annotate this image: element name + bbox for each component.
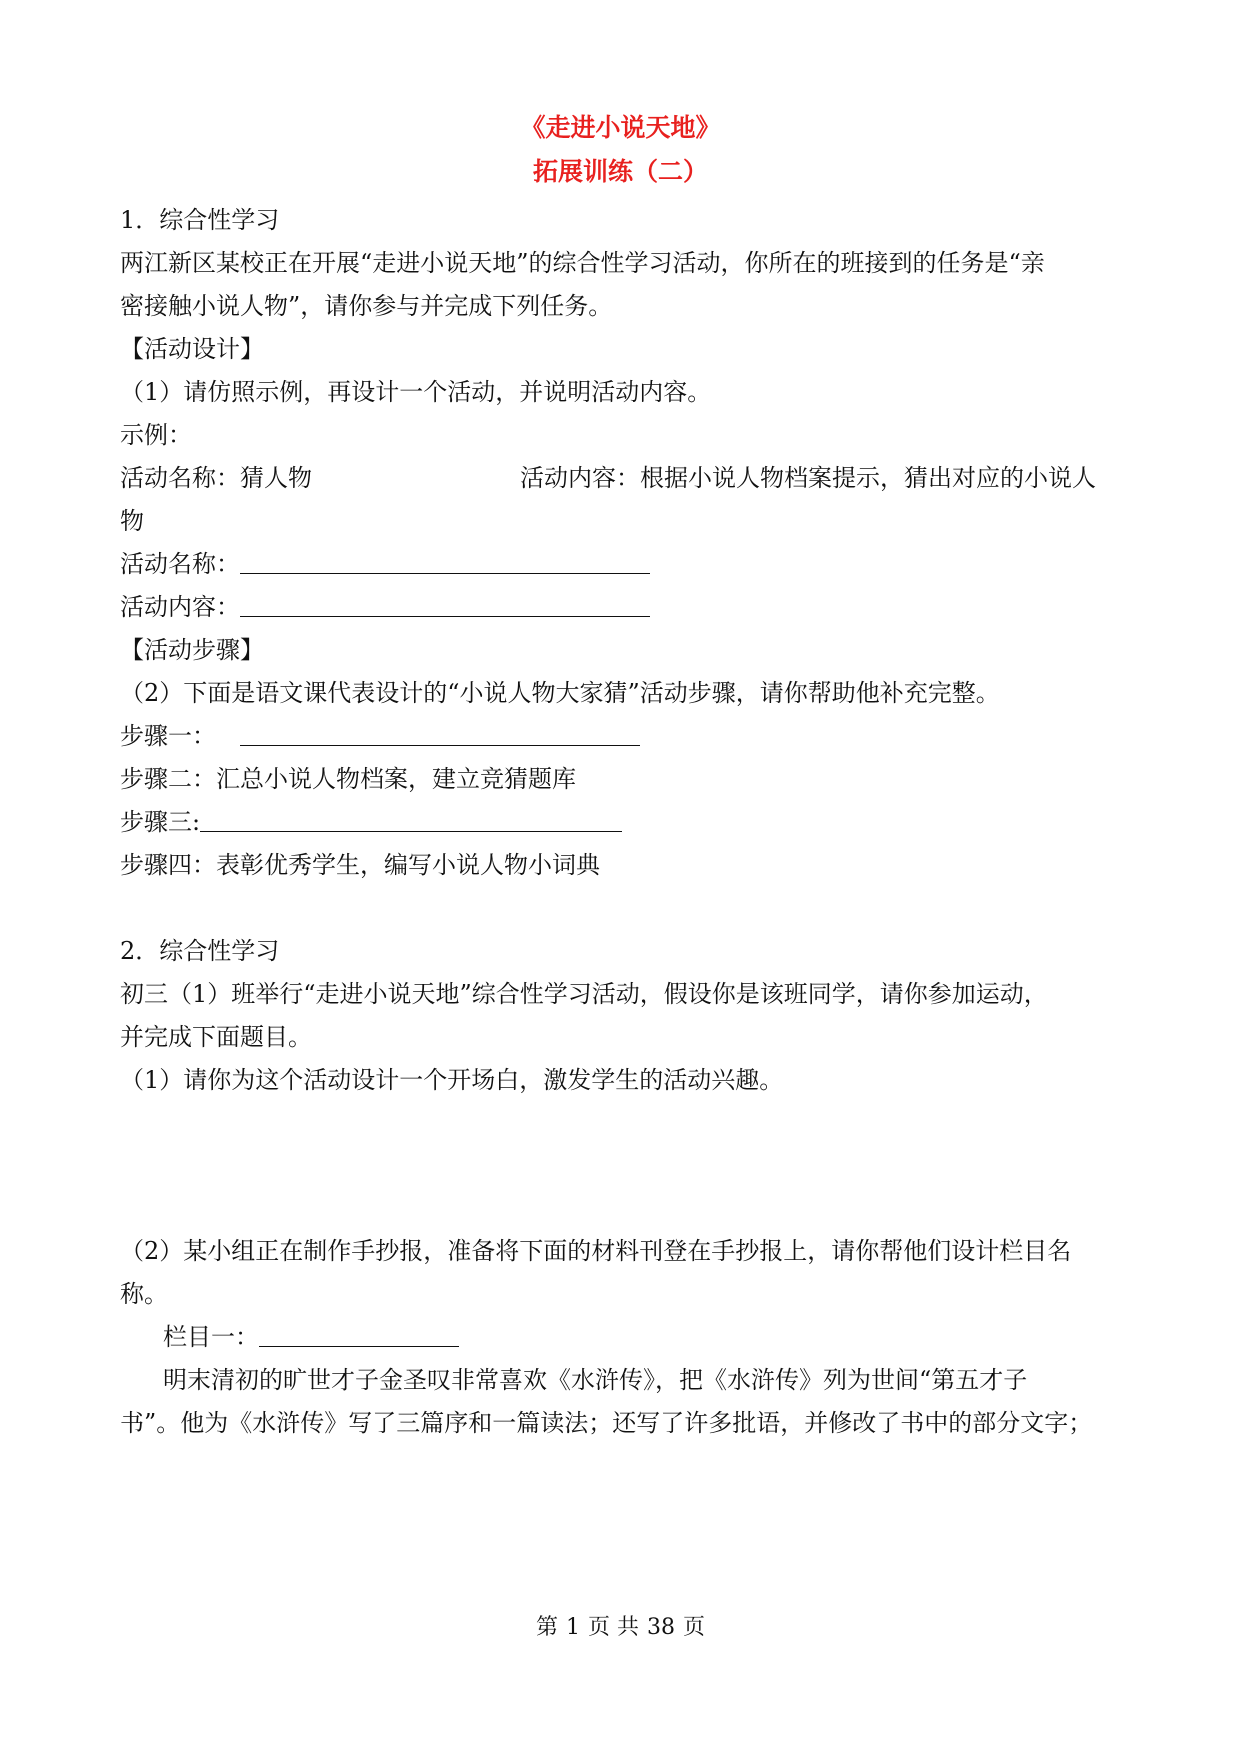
activity-name-blank[interactable] [240, 551, 650, 574]
q1-fill-content-row [120, 592, 1140, 622]
document-title: 《走进小说天地》 [520, 113, 721, 142]
q1-step4: 步骤四：表彰优秀学生，编写小说人物小词典 [120, 851, 600, 879]
q1-intro-line1: 两江新区某校正在开展“走进小说天地”的综合性学习活动，你所在的班接到的任务是“亲 [120, 249, 1045, 277]
q1-fill-content-label: 活动内容： [120, 593, 240, 621]
q1-example-content-line2: 物 [120, 507, 144, 535]
answer-space-opening[interactable] [120, 1105, 1120, 1215]
q1-fill-name-row [120, 549, 1140, 579]
q2-sub2-line2: 称。 [120, 1280, 168, 1308]
q1-step3-row [120, 807, 1140, 837]
q1-step1-label: 步骤一： [120, 722, 216, 750]
step3-blank[interactable] [200, 809, 622, 832]
q1-section-design: 【活动设计】 [120, 335, 264, 363]
q2-column1-row [163, 1322, 1183, 1352]
q1-sub1: （1）请仿照示例，再设计一个活动，并说明活动内容。 [120, 378, 712, 406]
footer-page-total: 38 [647, 1615, 675, 1640]
q2-heading: 2．综合性学习 [120, 937, 280, 965]
q2-sub2-line1: （2）某小组正在制作手抄报，准备将下面的材料刊登在手抄报上，请你帮他们设计栏目名 [120, 1237, 1072, 1265]
q2-sub1: （1）请你为这个活动设计一个开场白，激发学生的活动兴趣。 [120, 1066, 784, 1094]
footer-page-number: 1 [566, 1615, 580, 1640]
footer-prefix: 第 [535, 1615, 558, 1640]
q1-example-row [120, 463, 1140, 493]
q1-fill-name-label: 活动名称： [120, 550, 240, 578]
q1-section-steps: 【活动步骤】 [120, 636, 264, 664]
footer-suffix: 页 [683, 1615, 706, 1640]
step1-blank[interactable] [240, 723, 640, 746]
q1-sub2: （2）下面是语文课代表设计的“小说人物大家猜”活动步骤，请你帮助他补充完整。 [120, 679, 1000, 707]
q1-step1-row [120, 721, 1140, 751]
q1-heading: 1．综合性学习 [120, 206, 280, 234]
q2-para-line1: 明末清初的旷世才子金圣叹非常喜欢《水浒传》，把《水浒传》列为世间“第五才子 [163, 1366, 1028, 1394]
q2-column1-label: 栏目一： [163, 1323, 259, 1351]
q1-example-content: 活动内容：根据小说人物档案提示，猜出对应的小说人 [520, 464, 1096, 492]
q2-para-line2: 书”。他为《水浒传》写了三篇序和一篇读法；还写了许多批语，并修改了书中的部分文字； [120, 1409, 1093, 1437]
column1-blank[interactable] [259, 1324, 459, 1347]
q1-intro-line2: 密接触小说人物”，请你参与并完成下列任务。 [120, 292, 613, 320]
document-subtitle: 拓展训练（二） [532, 157, 708, 186]
q1-example-label: 示例： [120, 421, 192, 449]
q1-step2: 步骤二：汇总小说人物档案，建立竞猜题库 [120, 765, 576, 793]
q1-example-name: 活动名称：猜人物 [120, 464, 312, 492]
footer-mid: 页 共 [588, 1615, 639, 1640]
q1-step3-label: 步骤三: [120, 808, 201, 836]
page-footer [0, 1610, 1241, 1641]
q2-intro-line1: 初三（1）班举行“走进小说天地”综合性学习活动，假设你是该班同学，请你参加运动， [120, 980, 1048, 1008]
q2-intro-line2: 并完成下面题目。 [120, 1023, 312, 1051]
activity-content-blank[interactable] [240, 594, 650, 617]
